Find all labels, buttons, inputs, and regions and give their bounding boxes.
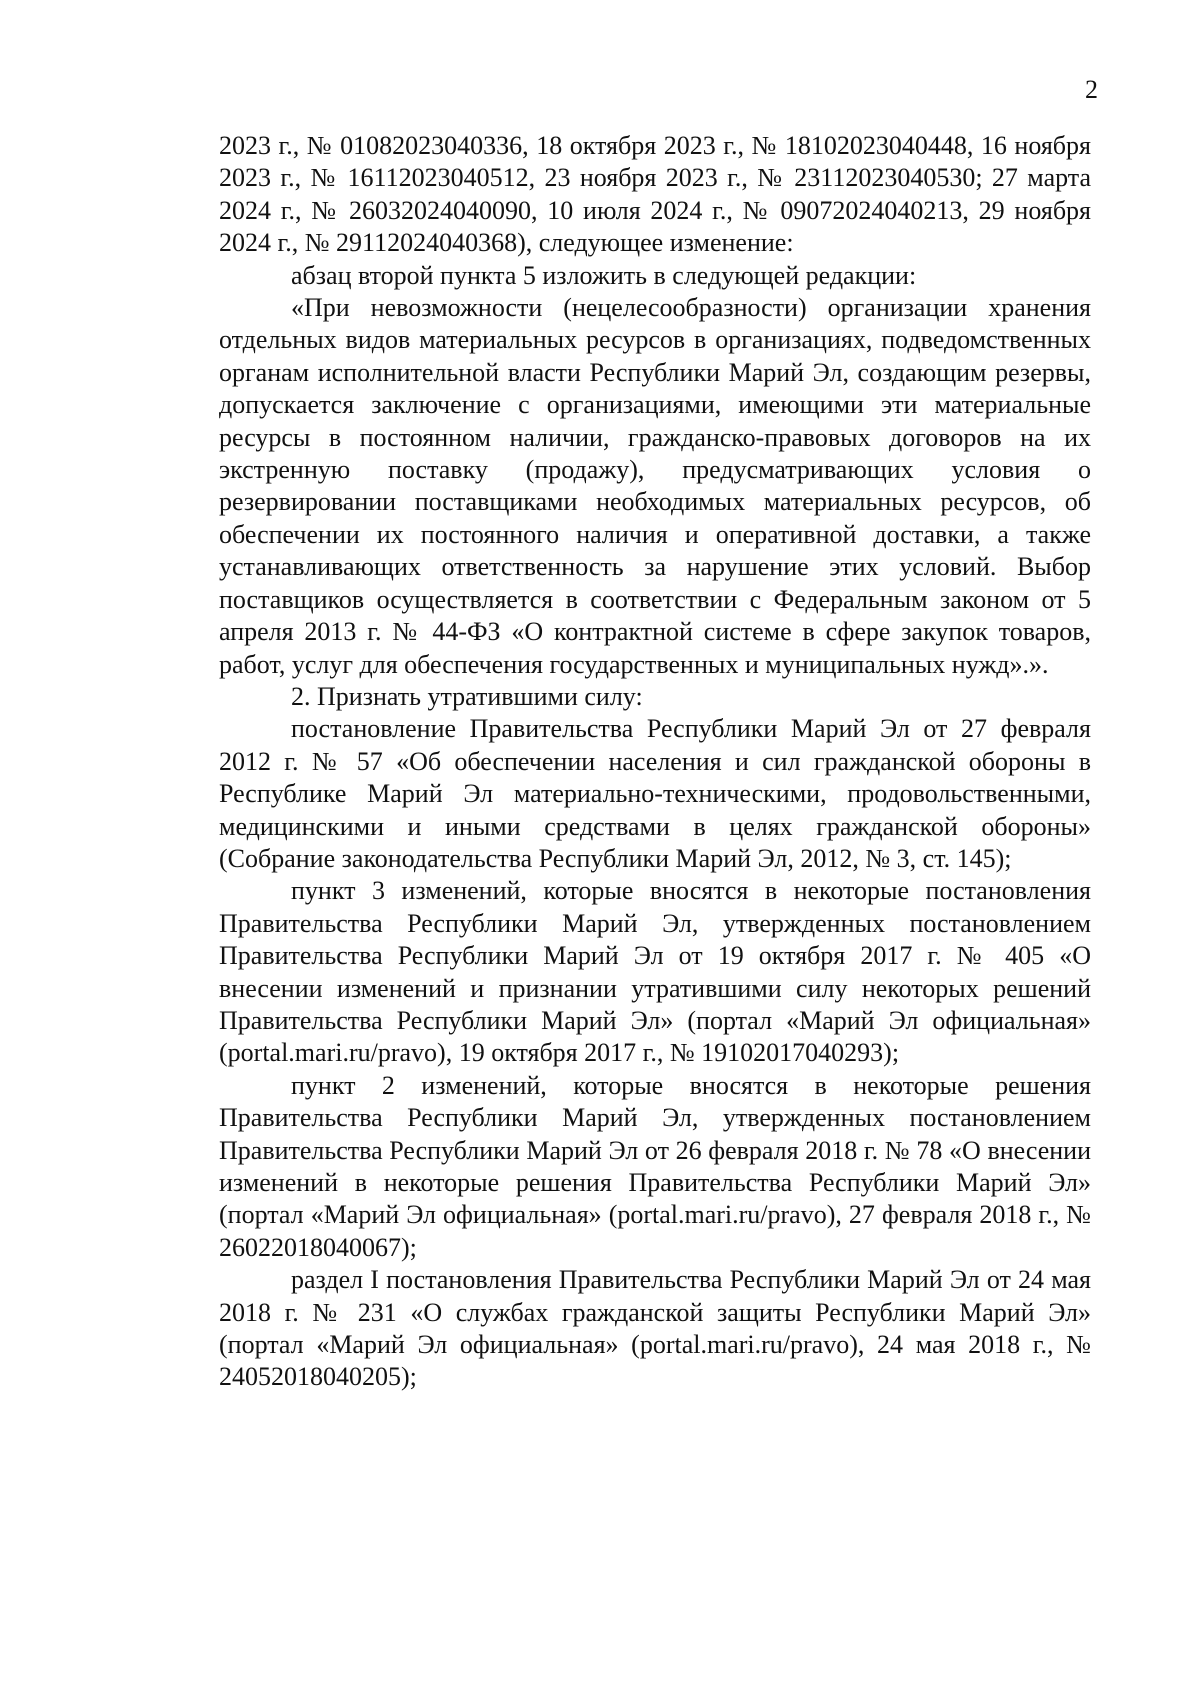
- paragraph-repeal-item-2: пункт 3 изменений, которые вносятся в некоторые постановления Правительства Республики Марий Эл, утвержденных постановлением Правительства Республики Марий Эл от 19 октября 2017 г. № 405 «О внесении изменений и признании утратившими силу некоторых решений Правительства Республики Марий Эл» (портал «Марий Эл официальная» (portal.mari.ru/pravo), 19 октября 2017 г., № 19102017040293);: [219, 876, 1091, 1068]
- paragraph-repeal-item-3: пункт 2 изменений, которые вносятся в некоторые решения Правительства Республики Марий Эл, утвержденных постановлением Правительства Республики Марий Эл от 26 февраля 2018 г. № 78 «О внесении изменений в некоторые решения Правительства Республики Марий Эл» (портал «Марий Эл официальная» (portal.mari.ru/pravo), 27 февраля 2018 г., № 26022018040067);: [219, 1070, 1091, 1262]
- paragraph-repeal-heading: 2. Признать утратившими силу:: [291, 681, 643, 711]
- page-number: 2: [1085, 75, 1098, 104]
- paragraph-amendment-references: 2023 г., № 01082023040336, 18 октября 2023 г., № 18102023040448, 16 ноября 2023 г., № 16112023040512, 23 ноября 2023 г., № 23112023040530; 27 марта 2024 г., № 26032024040090, 10 июля 2024 г., № 09072024040213, 29 ноября 2024 г., № 29112024040368), следующее изменение:: [219, 131, 1091, 258]
- paragraph-new-wording: «При невозможности (нецелесообразности) организации хранения отдельных видов материальных ресурсов в организациях, подведомственных органам исполнительной власти Республики Марий Эл, создающим резервы, допускается заключение с организациями, имеющими эти материальные ресурсы в постоянном наличии, гражданско-правовых договоров на их экстренную поставку (продажу), предусматривающих условия о резервировании поставщиками необходимых материальных ресурсов, об обеспечении их постоянного наличия и оперативной доставки, а также устанавливающих ответственность за нарушение этих условий. Выбор поставщиков осуществляется в соответствии с Федеральным законом от 5 апреля 2013 г. № 44-ФЗ «О контрактной системе в сфере закупок товаров, работ, услуг для обеспечения государственных и муниципальных нужд».».: [219, 293, 1091, 679]
- document-body: [219, 130, 1091, 1394]
- paragraph-repeal-item-4: раздел I постановления Правительства Республики Марий Эл от 24 мая 2018 г. № 231 «О службах гражданской защиты Республики Марий Эл» (портал «Марий Эл официальная» (portal.mari.ru/pravo), 24 мая 2018 г., № 24052018040205);: [219, 1265, 1091, 1392]
- paragraph-amendment-instruction: абзац второй пункта 5 изложить в следующей редакции:: [291, 260, 917, 290]
- paragraph-repeal-item-1: постановление Правительства Республики Марий Эл от 27 февраля 2012 г. № 57 «Об обеспечении населения и сил гражданской обороны в Республике Марий Эл материально-техническими, продовольственными, медицинскими и иными средствами в целях гражданской обороны» (Собрание законодательства Республики Марий Эл, 2012, № 3, ст. 145);: [219, 714, 1091, 873]
